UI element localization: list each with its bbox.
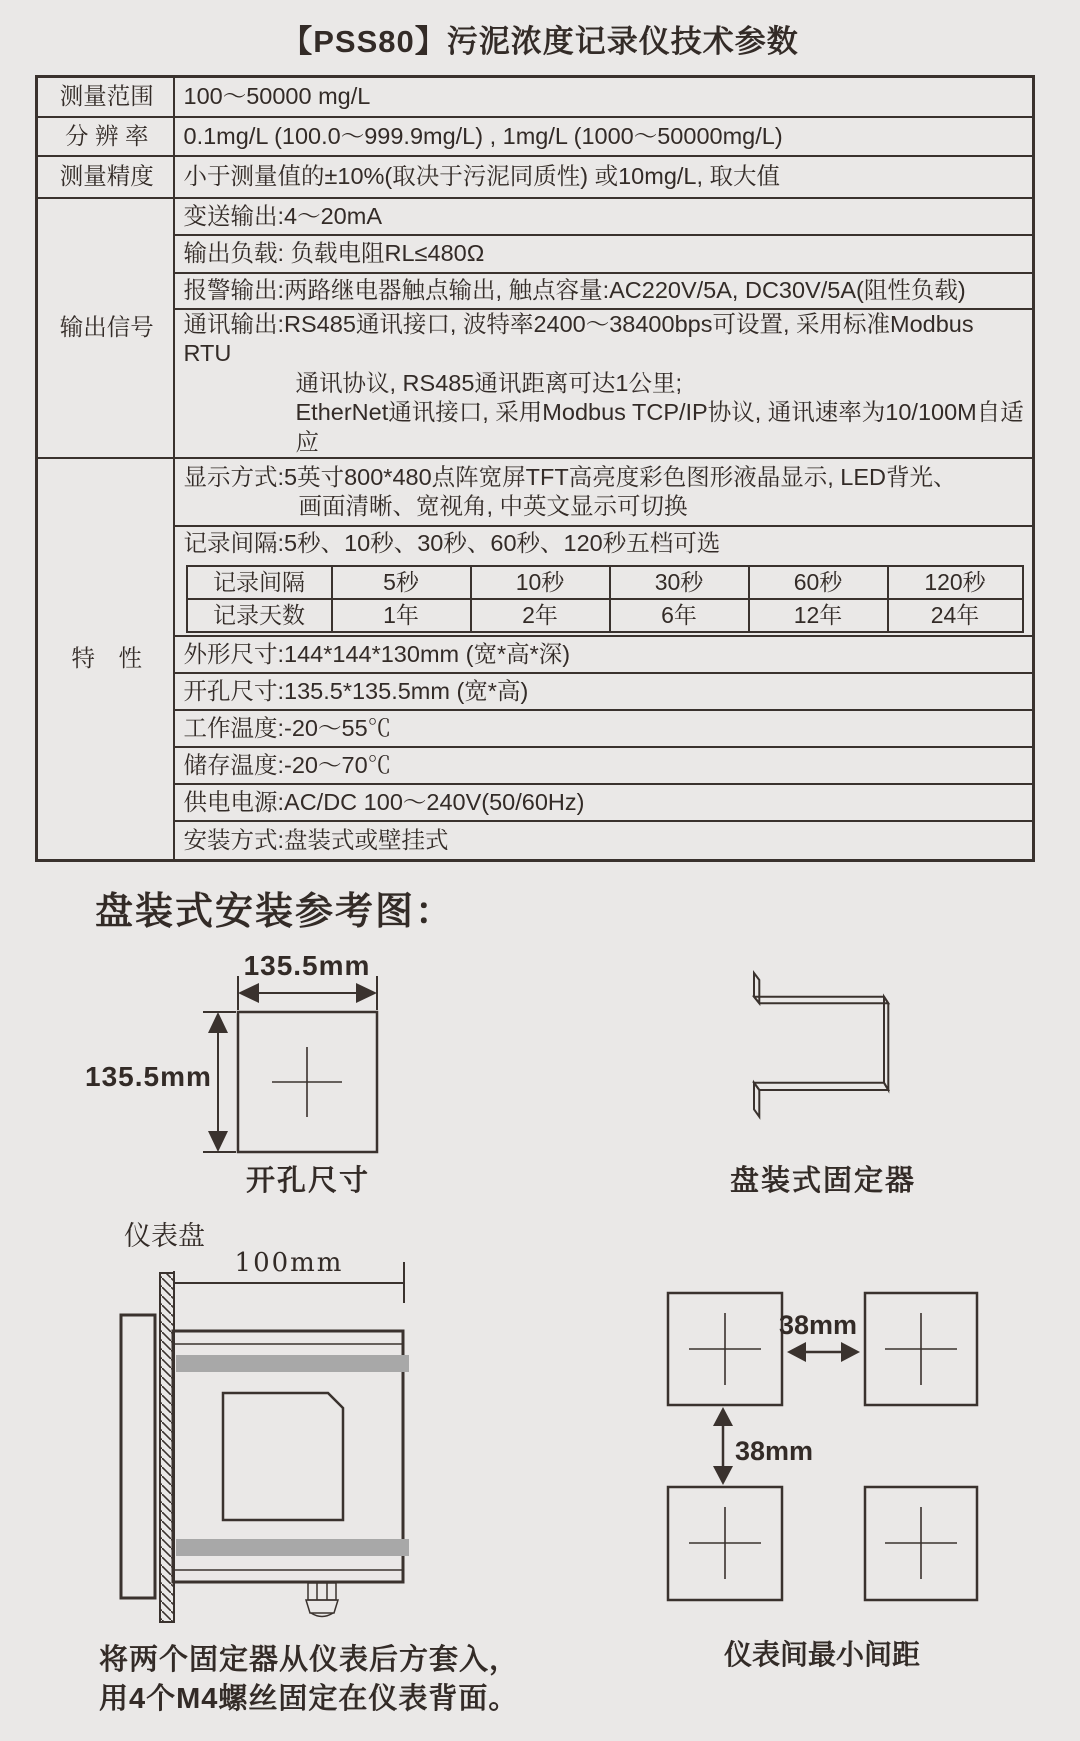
record-table-cell: 120秒 <box>888 566 1023 599</box>
comm-line: 通讯输出:RS485通讯接口, 波特率2400～38400bps可设置, 采用标准Modbus RTU <box>183 311 974 367</box>
display-line: 画面清晰、宽视角, 中英文显示可切换 <box>298 492 688 519</box>
spec-row-label-features: 特 性 <box>37 458 174 861</box>
record-table-cell: 10秒 <box>471 566 610 599</box>
spec-row-label: 分 辨 率 <box>37 117 174 156</box>
record-table <box>186 565 1024 633</box>
record-table-cell: 2年 <box>471 599 610 632</box>
section-heading: 盘装式安装参考图： <box>95 891 456 933</box>
spec-row-value: 供电电源:AC/DC 100～240V(50/60Hz) <box>174 784 1034 821</box>
record-table-cell: 1年 <box>332 599 471 632</box>
record-table-cell: 6年 <box>610 599 749 632</box>
spec-row-value: 外形尺寸:144*144*130mm (宽*高*深) <box>174 636 1034 673</box>
spec-row-label: 测量范围 <box>37 77 174 118</box>
cable-gland <box>306 1583 338 1617</box>
page-title: 【PSS80】污泥浓度记录仪技术参数 <box>281 24 799 59</box>
spacing-h-label: 38mm <box>779 1310 858 1340</box>
terminal-cover <box>223 1393 343 1520</box>
spacing-caption: 仪表间最小间距 <box>723 1639 920 1670</box>
spec-row-value: 输出负载: 负载电阻RL≤480Ω <box>174 235 1034 273</box>
record-table-header: 记录间隔 <box>187 566 332 599</box>
spec-row-label: 测量精度 <box>37 156 174 198</box>
spec-row-label-output-signal: 输出信号 <box>37 198 174 458</box>
cutout-caption: 开孔尺寸 <box>245 1165 370 1197</box>
cutout-drawing <box>203 976 377 1152</box>
fixer-bar-bottom <box>176 1539 409 1556</box>
mounting-note-line2: 用4个M4螺丝固定在仪表背面。 <box>99 1683 519 1715</box>
fixer-bar-top <box>176 1355 409 1372</box>
comm-line: EtherNet通讯接口, 采用Modbus TCP/IP协议, 通讯速率为10/100M自适应 <box>295 399 1024 455</box>
record-table-cell: 24年 <box>888 599 1023 632</box>
instrument-side-view <box>121 1262 409 1622</box>
spec-row-value-display <box>174 458 1034 526</box>
fixer-bracket-drawing <box>754 973 888 1117</box>
fixer-caption: 盘装式固定器 <box>729 1165 916 1197</box>
spec-row-value: 0.1mg/L (100.0～999.9mg/L) , 1mg/L (1000～50000mg/L) <box>174 117 1034 156</box>
spec-row-value-record <box>174 526 1034 636</box>
spec-row-value: 工作温度:-20～55℃ <box>174 710 1034 747</box>
comm-line: 通讯协议, RS485通讯距离可达1公里; <box>295 369 683 396</box>
instrument-bezel <box>121 1315 155 1598</box>
spec-row-value: 报警输出:两路继电器触点输出, 触点容量:AC220V/5A, DC30V/5A(阻性负载) <box>174 273 1034 309</box>
installation-diagram-svg <box>0 840 1080 1741</box>
mounting-note-line1: 将两个固定器从仪表后方套入， <box>99 1644 520 1676</box>
horizontal-spacing-arrow <box>787 1342 860 1362</box>
record-table-cell: 5秒 <box>332 566 471 599</box>
cutout-height-label: 135.5mm <box>85 1061 212 1092</box>
panel-label: 仪表盘 <box>124 1221 205 1252</box>
record-table-cell: 12年 <box>749 599 888 632</box>
spec-row-value: 100～50000 mg/L <box>174 77 1034 118</box>
center-cross-mark <box>272 1047 342 1117</box>
spec-row-value: 变送输出:4～20mA <box>174 198 1034 235</box>
spec-row-value-comm <box>174 309 1034 458</box>
record-table-header: 记录天数 <box>187 599 332 632</box>
spec-table <box>35 75 1035 862</box>
spec-row-value: 开孔尺寸:135.5*135.5mm (宽*高) <box>174 673 1034 710</box>
spacing-v-label: 38mm <box>735 1436 814 1466</box>
spec-row-value: 安装方式:盘装式或壁挂式 <box>174 821 1034 861</box>
spec-row-value: 小于测量值的±10%(取决于污泥同质性) 或10mg/L, 取大值 <box>174 156 1034 198</box>
vertical-spacing-arrow <box>713 1407 733 1485</box>
cutout-width-label: 135.5mm <box>243 950 371 981</box>
record-table-cell: 60秒 <box>749 566 888 599</box>
record-table-cell: 30秒 <box>610 566 749 599</box>
display-line: 显示方式:5英寸800*480点阵宽屏TFT高亮度彩色图形液晶显示, LED背光、 <box>183 463 957 490</box>
depth-dimension-label: 100mm <box>234 1248 344 1278</box>
record-interval-line: 记录间隔:5秒、10秒、30秒、60秒、120秒五档可选 <box>183 530 721 557</box>
spec-row-value: 储存温度:-20～70℃ <box>174 747 1034 784</box>
